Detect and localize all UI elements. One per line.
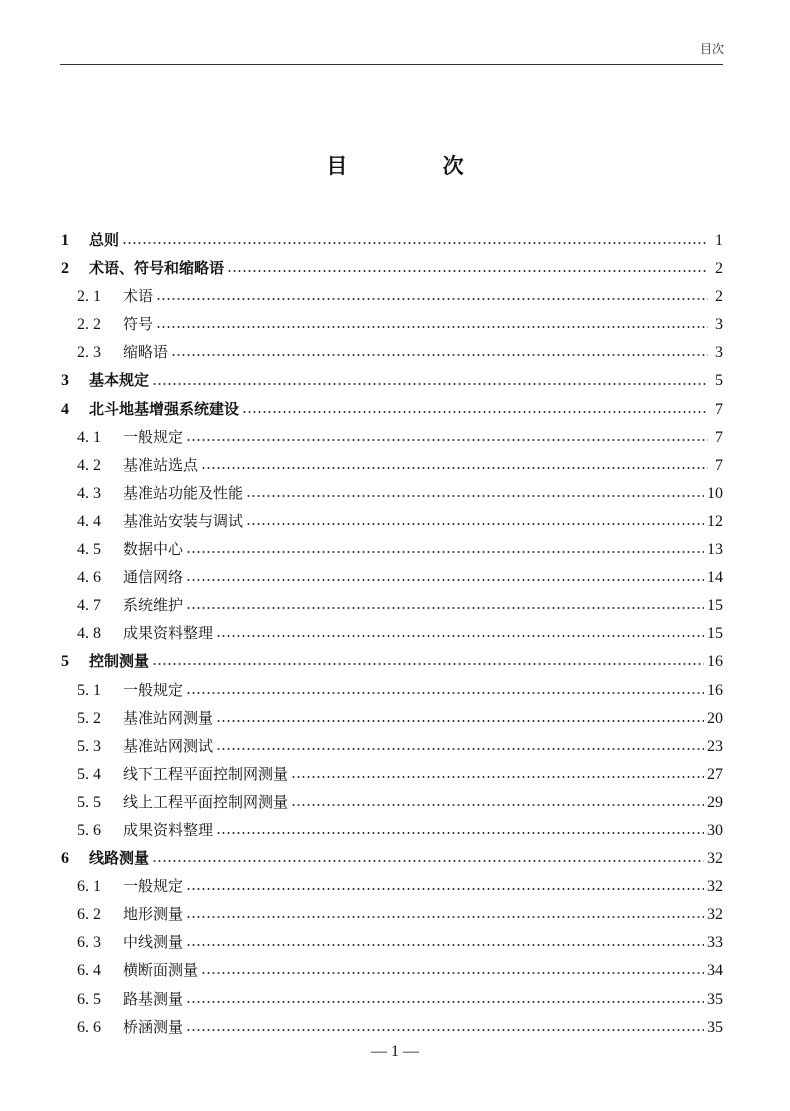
toc-entry-page: 1 <box>715 232 723 249</box>
toc-dot-leader <box>186 607 704 609</box>
page-number: — 1 — <box>371 1043 419 1060</box>
toc-entry-page: 5 <box>715 372 723 390</box>
toc-section-entry[interactable] <box>0 928 790 956</box>
toc-dot-leader <box>216 832 704 834</box>
toc-entry-number: 5 <box>61 653 69 671</box>
toc-entry-number: 6. 6 <box>77 1018 101 1036</box>
toc-title: 目 次 <box>326 154 508 178</box>
toc-dot-leader <box>291 776 704 778</box>
toc-entry-title: 术语、符号和缩略语 <box>89 259 225 278</box>
toc-dot-leader <box>216 720 704 722</box>
toc-dot-leader <box>156 298 708 300</box>
toc-dot-leader <box>122 242 708 244</box>
toc-entry-title: 基准站安装与调试 <box>123 511 244 530</box>
toc-entry-title: 系统维护 <box>123 596 184 615</box>
toc-chapter-entry[interactable] <box>0 844 790 872</box>
toc-entry-number: 2. 2 <box>77 316 101 334</box>
toc-chapter-entry[interactable] <box>0 395 790 423</box>
toc-entry-page: 35 <box>707 1018 723 1036</box>
toc-entry-title: 地形测量 <box>123 905 184 924</box>
toc-entry-title: 术语 <box>123 287 154 306</box>
toc-section-entry[interactable] <box>0 591 790 619</box>
toc-entry-title: 线上工程平面控制网测量 <box>123 792 289 811</box>
toc-entry-page: 27 <box>707 765 723 783</box>
toc-entry-number: 2 <box>61 260 69 278</box>
toc-section-entry[interactable] <box>0 985 790 1013</box>
toc-chapter-entry[interactable] <box>0 647 790 675</box>
toc-entry-title: 基本规定 <box>89 371 150 390</box>
toc-section-entry[interactable] <box>0 619 790 647</box>
toc-dot-leader <box>227 270 708 272</box>
toc-dot-leader <box>186 579 704 581</box>
toc-entry-number: 5. 5 <box>77 793 101 811</box>
toc-dot-leader <box>186 439 708 441</box>
toc-entry-page: 16 <box>707 653 723 671</box>
toc-entry-title: 基准站选点 <box>123 455 199 474</box>
toc-entry-number: 6. 4 <box>77 962 101 980</box>
toc-entry-number: 4. 2 <box>77 456 101 474</box>
toc-entry-page: 33 <box>707 934 723 952</box>
toc-dot-leader <box>201 467 708 469</box>
toc-entry-title: 基准站网测量 <box>123 708 214 727</box>
toc-entry-title: 线下工程平面控制网测量 <box>123 764 289 783</box>
toc-section-entry[interactable] <box>0 535 790 563</box>
toc-dot-leader <box>186 1001 704 1003</box>
toc-entry-page: 15 <box>707 597 723 615</box>
toc-entry-number: 2. 3 <box>77 344 101 362</box>
toc-entry-number: 5. 4 <box>77 765 101 783</box>
toc-chapter-entry[interactable] <box>0 254 790 282</box>
toc-section-entry[interactable] <box>0 788 790 816</box>
toc-section-entry[interactable] <box>0 282 790 310</box>
toc-entry-number: 4. 5 <box>77 541 101 559</box>
toc-chapter-entry[interactable] <box>0 366 790 394</box>
toc-entry-title: 通信网络 <box>123 568 184 587</box>
toc-dot-leader <box>242 411 708 413</box>
toc-entry-page: 32 <box>707 878 723 896</box>
toc-entry-title: 一般规定 <box>123 427 184 446</box>
toc-entry-number: 5. 6 <box>77 821 101 839</box>
toc-entry-page: 3 <box>715 316 723 334</box>
toc-section-entry[interactable] <box>0 732 790 760</box>
toc-entry-page: 32 <box>707 850 723 868</box>
toc-section-entry[interactable] <box>0 900 790 928</box>
toc-entry-number: 4. 6 <box>77 569 101 587</box>
toc-entry-title: 基准站网测试 <box>123 736 214 755</box>
toc-entry-page: 32 <box>707 906 723 924</box>
header-rule <box>60 64 723 65</box>
toc-entry-page: 13 <box>707 541 723 559</box>
toc-dot-leader <box>186 944 704 946</box>
toc-entry-number: 4. 4 <box>77 512 101 530</box>
toc-section-entry[interactable] <box>0 507 790 535</box>
toc-section-entry[interactable] <box>0 563 790 591</box>
toc-section-entry[interactable] <box>0 872 790 900</box>
table-of-contents <box>0 226 790 1041</box>
toc-section-entry[interactable] <box>0 816 790 844</box>
toc-entry-title: 数据中心 <box>123 540 184 559</box>
toc-dot-leader <box>216 748 704 750</box>
toc-entry-title: 总则 <box>89 231 120 249</box>
toc-entry-number: 4 <box>61 400 69 418</box>
toc-entry-title: 缩略语 <box>123 343 169 362</box>
toc-entry-title: 线路测量 <box>89 849 150 868</box>
toc-dot-leader <box>152 383 708 385</box>
toc-entry-page: 12 <box>707 512 723 530</box>
toc-section-entry[interactable] <box>0 956 790 984</box>
toc-entry-title: 一般规定 <box>123 680 184 699</box>
toc-section-entry[interactable] <box>0 760 790 788</box>
toc-entry-number: 6. 5 <box>77 990 101 1008</box>
toc-entry-number: 5. 2 <box>77 709 101 727</box>
toc-dot-leader <box>152 860 704 862</box>
toc-entry-number: 4. 1 <box>77 428 101 446</box>
toc-entry-title: 成果资料整理 <box>123 624 214 643</box>
toc-section-entry[interactable] <box>0 1013 790 1041</box>
toc-entry-page: 16 <box>707 681 723 699</box>
toc-entry-page: 3 <box>715 344 723 362</box>
toc-entry-title: 横断面测量 <box>123 961 199 980</box>
toc-entry-number: 4. 7 <box>77 597 101 615</box>
toc-dot-leader <box>152 663 704 665</box>
toc-dot-leader <box>186 1029 704 1031</box>
toc-entry-page: 23 <box>707 737 723 755</box>
toc-entry-page: 2 <box>715 260 723 278</box>
toc-section-entry[interactable] <box>0 704 790 732</box>
toc-entry-page: 35 <box>707 990 723 1008</box>
toc-entry-page: 14 <box>707 569 723 587</box>
toc-entry-title: 桥涵测量 <box>123 1017 184 1036</box>
toc-section-entry[interactable] <box>0 676 790 704</box>
toc-chapter-entry[interactable] <box>0 226 790 254</box>
toc-section-entry[interactable] <box>0 423 790 451</box>
toc-dot-leader <box>186 916 704 918</box>
toc-entry-title: 北斗地基增强系统建设 <box>89 399 240 418</box>
toc-entry-title: 控制测量 <box>89 652 150 671</box>
toc-entry-page: 34 <box>707 962 723 980</box>
toc-entry-page: 7 <box>715 428 723 446</box>
toc-entry-page: 7 <box>715 456 723 474</box>
toc-dot-leader <box>216 635 704 637</box>
toc-dot-leader <box>246 523 704 525</box>
running-head: 目次 <box>699 42 724 56</box>
toc-entry-page: 15 <box>707 625 723 643</box>
toc-entry-title: 一般规定 <box>123 877 184 896</box>
toc-entry-page: 2 <box>715 288 723 306</box>
toc-dot-leader <box>156 326 708 328</box>
toc-entry-title: 基准站功能及性能 <box>123 483 244 502</box>
toc-entry-page: 20 <box>707 709 723 727</box>
toc-dot-leader <box>291 804 704 806</box>
toc-entry-number: 6. 1 <box>77 878 101 896</box>
toc-entry-number: 4. 8 <box>77 625 101 643</box>
toc-dot-leader <box>186 692 704 694</box>
toc-entry-title: 成果资料整理 <box>123 820 214 839</box>
toc-entry-page: 7 <box>715 400 723 418</box>
toc-entry-number: 4. 3 <box>77 484 101 502</box>
toc-entry-title: 符号 <box>123 315 154 334</box>
toc-section-entry[interactable] <box>0 479 790 507</box>
toc-entry-number: 1 <box>61 232 69 249</box>
toc-entry-number: 6. 3 <box>77 934 101 952</box>
toc-entry-page: 30 <box>707 821 723 839</box>
toc-section-entry[interactable] <box>0 451 790 479</box>
toc-entry-number: 5. 3 <box>77 737 101 755</box>
toc-section-entry[interactable] <box>0 338 790 366</box>
toc-dot-leader <box>186 888 704 890</box>
toc-entry-number: 6. 2 <box>77 906 101 924</box>
toc-entry-title: 路基测量 <box>123 989 184 1008</box>
toc-dot-leader <box>171 354 708 356</box>
toc-entry-number: 5. 1 <box>77 681 101 699</box>
toc-section-entry[interactable] <box>0 310 790 338</box>
toc-entry-number: 2. 1 <box>77 288 101 306</box>
toc-dot-leader <box>186 551 704 553</box>
toc-entry-number: 6 <box>61 850 69 868</box>
toc-entry-page: 29 <box>707 793 723 811</box>
toc-entry-page: 10 <box>707 484 723 502</box>
toc-entry-title: 中线测量 <box>123 933 184 952</box>
toc-dot-leader <box>246 495 704 497</box>
toc-entry-number: 3 <box>61 372 69 390</box>
toc-dot-leader <box>201 972 704 974</box>
